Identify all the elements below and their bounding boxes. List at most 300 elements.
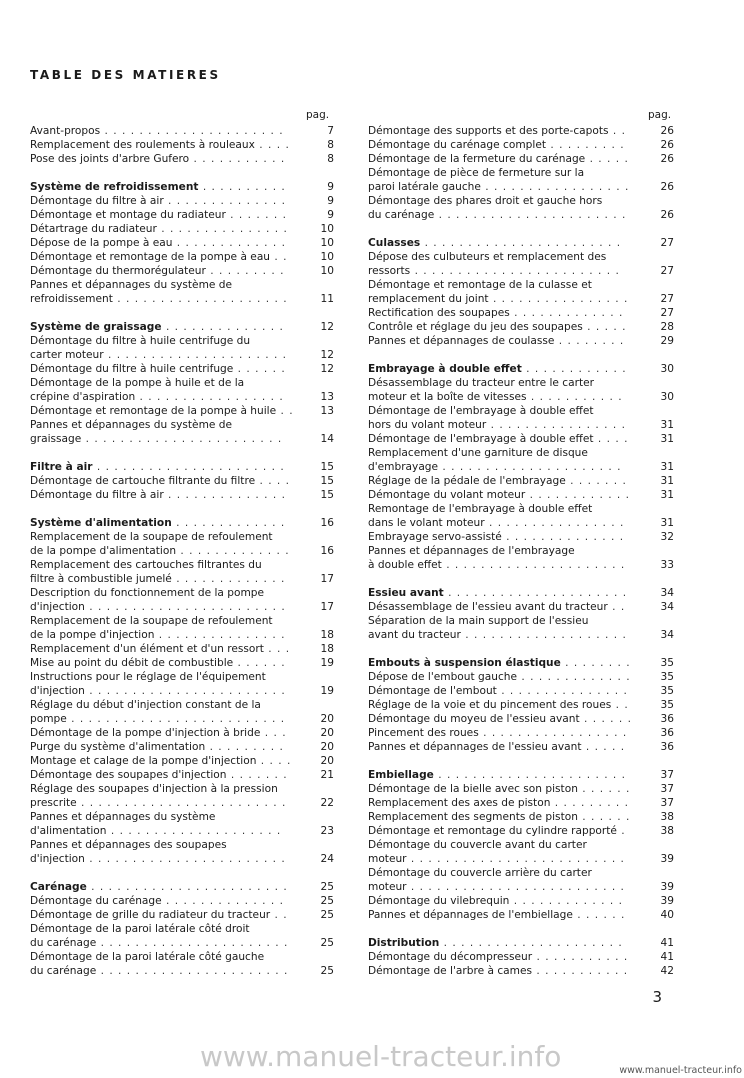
toc-entry — [30, 922, 334, 936]
dot-leader: . . . . . . . . . . . . . . . . . . . . — [106, 825, 282, 837]
toc-entry — [30, 642, 334, 656]
toc-entry-text: Essieu avant — [368, 587, 444, 599]
toc-entry-text: Démontage de l'embrayage à double effet — [368, 433, 594, 445]
toc-entry — [368, 670, 674, 684]
toc-page-number: 22 — [320, 797, 334, 809]
toc-entry — [368, 712, 674, 726]
dot-leader: . . . . . . . . . . . . . — [517, 671, 631, 683]
toc-right-column — [368, 124, 674, 978]
dot-leader: . . . . . . . . . . . — [532, 951, 629, 963]
toc-page-number: 38 — [660, 811, 674, 823]
toc-page-number: 38 — [660, 825, 674, 837]
toc-entry-text: Démontage et remontage de la culasse et — [368, 279, 592, 291]
section-spacer — [30, 502, 334, 516]
toc-entry — [368, 614, 674, 628]
toc-entry-text: Culasses — [368, 237, 421, 249]
toc-page-number: 12 — [320, 349, 334, 361]
dot-leader: . . . . . . . — [565, 475, 627, 487]
toc-page-number: 14 — [320, 433, 334, 445]
toc-page-number: 31 — [660, 433, 674, 445]
dot-leader: . . . . — [254, 139, 290, 151]
toc-page-number: 13 — [320, 405, 334, 417]
toc-section-heading — [30, 180, 334, 194]
toc-entry-text: du carénage — [30, 937, 97, 949]
toc-entry-text: remplacement du joint — [368, 293, 489, 305]
toc-entry-text: Démontage du couvercle arrière du carter — [368, 867, 592, 879]
toc-page-number: 20 — [320, 741, 334, 753]
toc-page-number: 19 — [320, 685, 334, 697]
toc-entry-text: Démontage et remontage de la pompe à huile — [30, 405, 277, 417]
toc-entry-text: Démontage de la fermeture du carénage — [368, 153, 586, 165]
toc-page-number: 15 — [320, 475, 334, 487]
toc-entry-text: moteur — [368, 881, 407, 893]
toc-entry-text: Réglage des soupapes d'injection à la pression — [30, 783, 278, 795]
toc-entry — [30, 194, 334, 208]
toc-page-number: 17 — [320, 573, 334, 585]
toc-page-number: 24 — [320, 853, 334, 865]
dot-leader: . . . . . . — [233, 363, 286, 375]
dot-leader: . . . . . . — [577, 783, 631, 795]
toc-entry — [30, 418, 334, 432]
toc-page-number: 34 — [660, 601, 674, 613]
toc-page-number: 41 — [660, 937, 674, 949]
toc-page-number: 31 — [660, 419, 674, 431]
toc-entry — [368, 810, 674, 824]
toc-entry — [30, 782, 334, 796]
toc-entry-text: Réglage du début d'injection constant de la — [30, 699, 261, 711]
toc-entry-text: Pannes et dépannages de l'embrayage — [368, 545, 575, 557]
toc-page-number: 9 — [327, 195, 334, 207]
toc-entry-text: Démontage de l'embout — [368, 685, 497, 697]
toc-entry — [30, 656, 334, 670]
toc-page-number: 7 — [327, 125, 334, 137]
toc-entry — [368, 432, 674, 446]
dot-leader: . . . . . . . . . — [205, 741, 284, 753]
dot-leader: . . . . . . . . . . . . . . . — [156, 223, 288, 235]
toc-entry — [30, 376, 334, 390]
section-spacer — [368, 222, 674, 236]
toc-entry-text: carter moteur — [30, 349, 104, 361]
toc-page-number: 42 — [660, 965, 674, 977]
toc-entry — [368, 726, 674, 740]
toc-page-number: 37 — [660, 769, 674, 781]
toc-entry — [368, 782, 674, 796]
toc-page-number: 34 — [660, 629, 674, 641]
toc-entry-text: filtre à combustible jumelé — [30, 573, 172, 585]
toc-entry — [368, 502, 674, 516]
dot-leader: . . . . . . . . . . . . . . . . . . . . . . . . . — [406, 881, 625, 893]
toc-entry — [368, 306, 674, 320]
dot-leader: . . . . . . . . . . . — [189, 153, 286, 165]
toc-entry — [30, 908, 334, 922]
toc-page-number: 39 — [660, 853, 674, 865]
toc-entry-text: Démontage de la bielle avec son piston — [368, 783, 578, 795]
toc-entry-text: moteur — [368, 853, 407, 865]
toc-entry-text: ressorts — [368, 265, 411, 277]
toc-entry — [30, 670, 334, 684]
toc-page-number: 25 — [320, 895, 334, 907]
toc-entry-text: Démontage de la paroi latérale côté gauche — [30, 951, 265, 963]
toc-entry-text: Démontage des supports et des porte-capots — [368, 125, 609, 137]
toc-section-heading — [368, 936, 674, 950]
toc-page-number: 10 — [320, 251, 334, 263]
dot-leader: . . . . . . . . . . . . . . . . . — [135, 391, 284, 403]
toc-page-number: 37 — [660, 783, 674, 795]
toc-entry — [368, 894, 674, 908]
toc-entry-text: Remplacement de la soupape de refoulement — [30, 531, 273, 543]
toc-entry — [30, 404, 334, 418]
toc-page-number: 15 — [320, 489, 334, 501]
dot-leader: . . . . . . . . . . . . . . . . — [486, 419, 626, 431]
dot-leader: . — [616, 825, 626, 837]
toc-entry-text: Démontage et remontage du cylindre rapporté — [368, 825, 617, 837]
toc-entry-text: graissage — [30, 433, 82, 445]
toc-left-column — [30, 124, 334, 978]
toc-page-number: 32 — [660, 531, 674, 543]
dot-leader: . . . . . . . . . . . . . . . . . . . . . — [438, 461, 622, 473]
toc-entry — [368, 600, 674, 614]
toc-page-number: 26 — [660, 153, 674, 165]
dot-leader: . . . . . . . . . . . . . . — [161, 321, 284, 333]
toc-page-number: 25 — [320, 937, 334, 949]
toc-entry-text: Démontage du vilebrequin — [368, 895, 510, 907]
toc-entry — [30, 152, 334, 166]
toc-entry — [30, 362, 334, 376]
toc-entry-text: Désassemblage de l'essieu avant du tracteur — [368, 601, 608, 613]
toc-entry — [368, 250, 674, 264]
section-spacer — [30, 166, 334, 180]
dot-leader: . . . . . . . . . . . . . . . . . . . . . . . . . — [406, 853, 625, 865]
toc-page-number: 20 — [320, 713, 334, 725]
toc-entry — [368, 404, 674, 418]
toc-entry-text: Démontage du filtre à huile centrifuge — [30, 363, 234, 375]
toc-entry — [368, 950, 674, 964]
toc-page-number: 9 — [327, 209, 334, 221]
toc-entry-text: refroidissement — [30, 293, 113, 305]
dot-leader: . . . . . . . . . . . . . . . . . . . . . — [441, 559, 626, 571]
toc-entry-text: Démontage du thermorégulateur — [30, 265, 206, 277]
toc-entry-text: Démontage des phares droit et gauche hors — [368, 195, 603, 207]
toc-entry — [368, 698, 674, 712]
dot-leader: . . . . . . . . . . . . . . . . . . . . . . — [433, 769, 627, 781]
dot-leader: . . . . . . . . . . . . . . . . — [488, 293, 629, 305]
toc-page-number: 37 — [660, 797, 674, 809]
toc-entry-text: Pincement des roues — [368, 727, 479, 739]
toc-entry-text: Détartrage du radiateur — [30, 223, 157, 235]
toc-entry — [368, 180, 674, 194]
toc-entry-text: Remplacement des axes de piston — [368, 797, 551, 809]
toc-entry-text: Pannes et dépannages de l'essieu avant — [368, 741, 582, 753]
dot-leader: . . . . . . . . . . . . — [525, 489, 631, 501]
toc-page-number: 8 — [327, 153, 334, 165]
toc-entry — [368, 376, 674, 390]
toc-entry-text: Dépose de l'embout gauche — [368, 671, 518, 683]
dot-leader: . . . . . . . . . . . . . . . . . . . . — [112, 293, 288, 305]
toc-entry-text: Instructions pour le réglage de l'équipement — [30, 671, 266, 683]
toc-entry — [30, 936, 334, 950]
dot-leader: . . . . . . . . . . . . . . . . . . . . . . — [434, 209, 627, 221]
toc-page-number: 25 — [320, 909, 334, 921]
toc-entry-text: hors du volant moteur — [368, 419, 487, 431]
dot-leader: . . — [607, 601, 626, 613]
dot-leader: . . . . . . — [572, 909, 626, 921]
dot-leader: . . . . . . . . . . . . . . . . . . . . . . . — [84, 853, 286, 865]
dot-leader: . . . . . — [582, 321, 627, 333]
toc-entry-text: Démontage des soupapes d'injection — [30, 769, 227, 781]
dot-leader: . . . . . . . . . . . . . — [171, 517, 286, 529]
dot-leader: . . . . . . . . . . . . . — [172, 237, 286, 249]
toc-page-number: 18 — [320, 643, 334, 655]
toc-page-number: 30 — [660, 363, 674, 375]
toc-entry-text: Démontage du moyeu de l'essieu avant — [368, 713, 580, 725]
toc-entry — [30, 250, 334, 264]
section-spacer — [30, 306, 334, 320]
toc-entry-text: Remplacement des cartouches filtrantes du — [30, 559, 262, 571]
dot-leader: . . . . . . . . . . . . . . . . . . . . . . . . — [410, 265, 620, 277]
toc-entry — [30, 614, 334, 628]
toc-entry-text: Démontage de pièce de fermeture sur la — [368, 167, 585, 179]
toc-page-number: 17 — [320, 601, 334, 613]
toc-entry-text: Remontage de l'embrayage à double effet — [368, 503, 593, 515]
toc-entry — [30, 586, 334, 600]
toc-entry — [30, 810, 334, 824]
toc-entry — [368, 544, 674, 558]
dot-leader: . . — [276, 405, 294, 417]
toc-entry-text: Pannes et dépannages du système de — [30, 419, 233, 431]
toc-entry — [368, 390, 674, 404]
dot-leader: . . . — [263, 643, 291, 655]
toc-entry-text: crépine d'aspiration — [30, 391, 136, 403]
toc-entry-text: d'alimentation — [30, 825, 107, 837]
toc-entry-text: Remplacement des roulements à rouleaux — [30, 139, 255, 151]
toc-entry-text: Pannes et dépannages du système de — [30, 279, 233, 291]
dot-leader: . . . . . — [581, 741, 626, 753]
toc-section-heading — [368, 362, 674, 376]
toc-entry-text: Démontage de la pompe à huile et de la — [30, 377, 245, 389]
toc-entry-text: d'embrayage — [368, 461, 439, 473]
dot-leader: . . . . . . . . . . . . . . . . . . . . . . . — [86, 881, 288, 893]
dot-leader: . . . . . . . . . . . . . — [176, 545, 290, 557]
toc-entry — [30, 264, 334, 278]
dot-leader: . . . . . . . . . . . . — [521, 363, 627, 375]
dot-leader: . . . . — [255, 475, 291, 487]
dot-leader: . . . . . . . . . . . . . . . . . . . . . . — [92, 461, 285, 473]
dot-leader: . . . . . . . . . . — [198, 181, 286, 193]
toc-page-number: 27 — [660, 265, 674, 277]
toc-entry-text: Pannes et dépannages de l'embiellage — [368, 909, 573, 921]
toc-entry — [30, 600, 334, 614]
dot-leader: . . . . . . — [233, 657, 286, 669]
toc-entry — [368, 460, 674, 474]
toc-entry — [30, 964, 334, 978]
toc-page-number: 26 — [660, 209, 674, 221]
toc-entry-text: Dépose de la pompe à eau — [30, 237, 173, 249]
toc-entry — [30, 754, 334, 768]
section-spacer — [368, 572, 674, 586]
section-spacer — [368, 642, 674, 656]
dot-leader: . . . . . . . . . . . — [526, 391, 623, 403]
toc-entry-text: Embouts à suspension élastique — [368, 657, 561, 669]
toc-entry — [368, 880, 674, 894]
toc-entry — [368, 474, 674, 488]
toc-section-heading — [30, 516, 334, 530]
dot-leader: . . . . . . . . . . . . . . . . . . . . . — [103, 349, 288, 361]
toc-entry-text: Remplacement d'une garniture de disque — [368, 447, 588, 459]
dot-leader: . . — [270, 909, 288, 921]
toc-entry-text: prescrite — [30, 797, 77, 809]
toc-entry — [30, 390, 334, 404]
toc-entry-text: Démontage de la pompe d'injection à bride — [30, 727, 261, 739]
toc-page-number: 9 — [327, 181, 334, 193]
dot-leader: . . . . . . . . . . . . . — [171, 573, 286, 585]
toc-page-number: 41 — [660, 951, 674, 963]
dot-leader: . . . . . . . — [225, 209, 287, 221]
toc-entry — [368, 824, 674, 838]
toc-entry — [368, 488, 674, 502]
toc-entry — [368, 796, 674, 810]
dot-leader: . . . . . . . . . . . . . . . . . . . . . — [439, 937, 623, 949]
toc-page-number: 27 — [660, 293, 674, 305]
toc-entry-text: Démontage du carénage — [30, 895, 162, 907]
dot-leader: . . . . . . . . . . . . . . . . . . . . . . . — [81, 433, 283, 445]
toc-page-number: 36 — [660, 713, 674, 725]
toc-entry-text: Système d'alimentation — [30, 517, 172, 529]
dot-leader: . . . . . . — [577, 811, 631, 823]
toc-entry-text: avant du tracteur — [368, 629, 461, 641]
section-spacer — [368, 922, 674, 936]
toc-entry — [30, 124, 334, 138]
toc-page-number: 31 — [660, 461, 674, 473]
dot-leader: . . . . . . . . . . . . . . . . . . . . . . — [96, 937, 289, 949]
toc-entry — [368, 516, 674, 530]
dot-leader: . . . . . . — [579, 713, 633, 725]
toc-entry-text: Remplacement de la soupape de refoulement — [30, 615, 273, 627]
dot-leader: . . . . . . . . . . . — [532, 965, 629, 977]
toc-entry — [368, 264, 674, 278]
toc-entry — [30, 796, 334, 810]
toc-entry-text: Démontage de cartouche filtrante du filtre — [30, 475, 256, 487]
toc-page-number: 12 — [320, 321, 334, 333]
dot-leader: . . . . . . . . . . . . . — [509, 895, 623, 907]
toc-page-number: 20 — [320, 755, 334, 767]
dot-leader: . . . . . . . . . . . . . . . — [496, 685, 628, 697]
toc-entry — [30, 222, 334, 236]
toc-entry — [30, 488, 334, 502]
toc-entry — [30, 208, 334, 222]
toc-entry — [30, 698, 334, 712]
toc-page-number: 39 — [660, 881, 674, 893]
toc-entry-text: Pannes et dépannages de coulasse — [368, 335, 555, 347]
toc-entry-text: Réglage de la voie et du pincement des roues — [368, 699, 612, 711]
toc-entry-text: Démontage du filtre à air — [30, 195, 164, 207]
toc-entry-text: Filtre à air — [30, 461, 93, 473]
toc-entry — [30, 712, 334, 726]
toc-entry-text: Démontage de la paroi latérale côté droit — [30, 923, 250, 935]
toc-page-number: 35 — [660, 657, 674, 669]
toc-entry-text: Embiellage — [368, 769, 434, 781]
toc-page-number: 25 — [320, 965, 334, 977]
toc-entry-text: Démontage et montage du radiateur — [30, 209, 226, 221]
toc-entry — [368, 208, 674, 222]
toc-entry-text: Démontage de l'arbre à cames — [368, 965, 533, 977]
toc-entry-text: Démontage du volant moteur — [368, 489, 526, 501]
dot-leader: . . — [270, 251, 288, 263]
toc-entry — [30, 530, 334, 544]
toc-page-number: 31 — [660, 489, 674, 501]
toc-entry — [30, 558, 334, 572]
toc-entry-text: d'injection — [30, 685, 85, 697]
toc-section-heading — [368, 236, 674, 250]
toc-page-number: 26 — [660, 181, 674, 193]
toc-entry-text: Démontage et remontage de la pompe à eau — [30, 251, 271, 263]
toc-page-number: 40 — [660, 909, 674, 921]
toc-entry — [30, 292, 334, 306]
toc-page-number: 27 — [660, 307, 674, 319]
watermark-small: www.manuel-tracteur.info — [619, 1065, 742, 1076]
section-spacer — [30, 866, 334, 880]
toc-page-number: 21 — [320, 769, 334, 781]
toc-entry-text: Démontage du carénage complet — [368, 139, 546, 151]
toc-page-number: 12 — [320, 363, 334, 375]
toc-entry-text: Purge du système d'alimentation — [30, 741, 206, 753]
toc-entry — [368, 194, 674, 208]
toc-entry — [30, 432, 334, 446]
toc-entry — [30, 334, 334, 348]
toc-entry-text: Démontage du filtre à air — [30, 489, 164, 501]
toc-entry-text: moteur et la boîte de vitesses — [368, 391, 527, 403]
toc-page-number: 28 — [660, 321, 674, 333]
dot-leader: . . . . . . . . . . . . . . . . . — [478, 727, 628, 739]
toc-entry-text: Démontage du couvercle avant du carter — [368, 839, 587, 851]
toc-page-number: 10 — [320, 237, 334, 249]
toc-entry-text: Avant-propos — [30, 125, 101, 137]
toc-entry — [30, 740, 334, 754]
toc-entry-text: Pannes et dépannages du système — [30, 811, 216, 823]
toc-entry — [368, 166, 674, 180]
toc-page-number: 10 — [320, 223, 334, 235]
toc-entry-text: Pose des joints d'arbre Gufero — [30, 153, 190, 165]
toc-page-number: 31 — [660, 475, 674, 487]
toc-section-heading — [30, 880, 334, 894]
dot-leader: . . . . . . . . . . . . . . . . . . . . . . . . . — [66, 713, 286, 725]
dot-leader: . . . . . . . . . — [205, 265, 285, 277]
toc-section-heading — [30, 320, 334, 334]
toc-entry — [30, 950, 334, 964]
toc-page-number: 15 — [320, 461, 334, 473]
toc-entry — [368, 964, 674, 978]
toc-entry-text: Pannes et dépannages des soupapes — [30, 839, 227, 851]
toc-entry — [30, 768, 334, 782]
toc-entry — [368, 740, 674, 754]
toc-entry — [30, 474, 334, 488]
toc-entry-text: Embrayage à double effet — [368, 363, 522, 375]
toc-entry-text: Distribution — [368, 937, 440, 949]
toc-entry — [368, 838, 674, 852]
dot-leader: . . . . . . . . . . . . . . . . . . . . . . . — [84, 685, 286, 697]
dot-leader: . . . . . — [585, 153, 629, 165]
toc-page-number: 36 — [660, 741, 674, 753]
section-spacer — [30, 446, 334, 460]
toc-entry — [368, 628, 674, 642]
toc-page-number: 8 — [327, 139, 334, 151]
dot-leader: . . . . . . . — [226, 769, 288, 781]
toc-entry-text: de la pompe d'injection — [30, 629, 155, 641]
toc-entry — [368, 908, 674, 922]
toc-entry — [30, 824, 334, 838]
toc-entry-text: paroi latérale gauche — [368, 181, 481, 193]
toc-entry-text: Embrayage servo-assisté — [368, 531, 502, 543]
dot-leader: . . . . . . . . — [560, 657, 631, 669]
